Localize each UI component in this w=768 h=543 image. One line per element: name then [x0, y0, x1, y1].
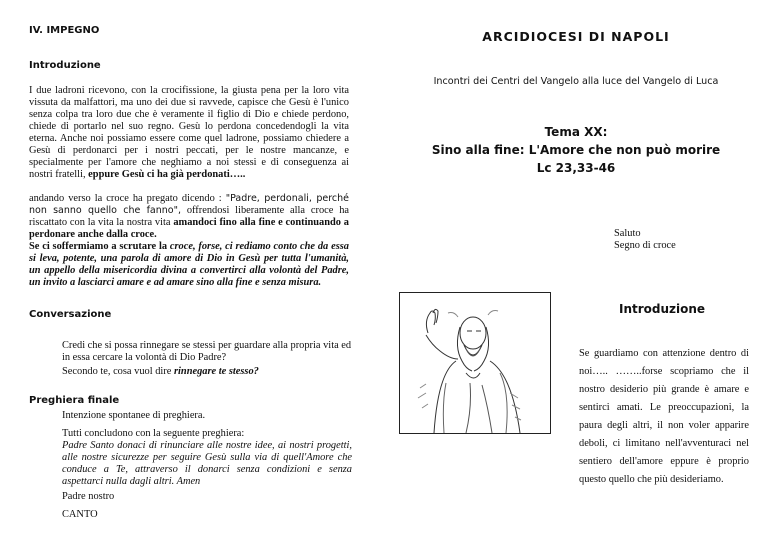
prayer-line-1: Intenzione spontanee di preghiera.	[62, 410, 206, 421]
section-title: IV. IMPEGNO	[29, 25, 100, 36]
intro-paragraph-1	[29, 85, 349, 181]
intro-paragraph-2-rest: offrendosi liberamente alla croce ha riscattato con la vita la nostra vita	[29, 205, 350, 228]
intro-paragraph-3-bold: Se ci soffermiamo a scrutare la	[29, 241, 168, 252]
jesus-illustration	[399, 292, 551, 434]
subtitle: Incontri dei Centri del Vangelo alla luce del Vangelo di Luca	[433, 76, 719, 87]
theme-block	[384, 123, 768, 177]
conversation-heading: Conversazione	[29, 309, 112, 320]
diocese-header: ARCIDIOCESI DI NAPOLI	[482, 29, 670, 44]
intro-heading: Introduzione	[29, 60, 101, 71]
intro-paragraph-3-bold-italic: croce, forse, ci rediamo conto che da essa si leva, potente, una parola di amore di Dio in Gesù per tutta l'umanità, un appello della misericordia divina a convertirci alla volontà del Padre, un invito a lasciarci amare e ad amare sino alla fine e senza misura.	[29, 241, 349, 288]
intro-paragraph-2-quote: "Padre, perdonali, perché non sanno quello che fanno",	[29, 193, 349, 216]
prayer-line-2: Tutti concludono con la seguente preghiera:	[62, 428, 245, 439]
conversation-question-2	[62, 366, 352, 378]
right-page	[384, 0, 768, 543]
intro-heading-right: Introduzione	[619, 302, 706, 316]
jesus-illustration-icon	[400, 293, 550, 433]
greeting-line-2: Segno di croce	[614, 240, 676, 251]
conversation-question-2-emph: rinnegare te stesso?	[173, 366, 259, 377]
theme-line-3: Lc 23,33-46	[536, 161, 616, 175]
intro-paragraph-1-text: I due ladroni ricevono, con la crocifissione, la giusta pena per la loro vita vissuta da malfattori, ma uno dei due si ravvede, capisce che Gesù è l'unico senza colpa tra loro due che è veramente il figlio di Dio e chiede perdono, chiede di portarlo nel suo regno. Gesù lo perdona concedendogli la vita eterna. Anche noi possiamo essere come quel ladrone, possiamo chiedere a Gesù di perdonarci per i nostri peccati, per le nostre mancanze, e specialmente per l'amore che neghiamo a noi stessi e di conseguenza ai nostri fratelli,	[29, 85, 349, 180]
intro-text-right: Se guardiamo con attenzione dentro di noi….. ……..forse scopriamo che il nostro desiderio più grande è amare e sentirci amati. Le preoccupazioni, la paura degli altri, il non voler apparire deboli, ci limitano nell'avventuraci nel sentiero dell'amore eppure è proprio questo quello che più desideriamo.	[579, 348, 749, 485]
conversation-question-2-start: Secondo te, cosa vuol dire	[62, 366, 172, 377]
greeting-line-1: Saluto	[614, 228, 641, 239]
prayer-heading: Preghiera finale	[29, 395, 120, 406]
theme-line-1: Tema XX:	[544, 125, 608, 139]
intro-paragraph-2-bold: amandoci fino alla fine e continuando a perdonare anche dalla croce.	[29, 217, 349, 240]
prayer-line-4: CANTO	[62, 509, 98, 520]
greeting	[614, 228, 676, 252]
prayer-text: Padre Santo donaci di rinunciare alle nostre idee, ai nostri progetti, alle nostre sicurezze per seguire Gesù sulla via di quell'Amore che conduce a Te, attraverso il donarci senza condizioni e senza aspettarci nulla dagli altri. Amen	[62, 440, 352, 487]
theme-line-2: Sino alla fine: L'Amore che non può morire	[431, 143, 721, 157]
intro-paragraph-3	[29, 241, 349, 289]
prayer-line-3: Padre nostro	[62, 491, 115, 502]
intro-paragraph-2	[29, 193, 349, 241]
intro-paragraph-2-start: andando verso la croce ha pregato dicendo :	[29, 193, 222, 204]
conversation-question-1: Credi che si possa rinnegare se stessi per guardare alla propria vita ed in essa cercare la volontà di Dio Padre?	[62, 340, 352, 363]
intro-paragraph-1-bold: eppure Gesù ci ha già perdonati…..	[88, 169, 246, 180]
